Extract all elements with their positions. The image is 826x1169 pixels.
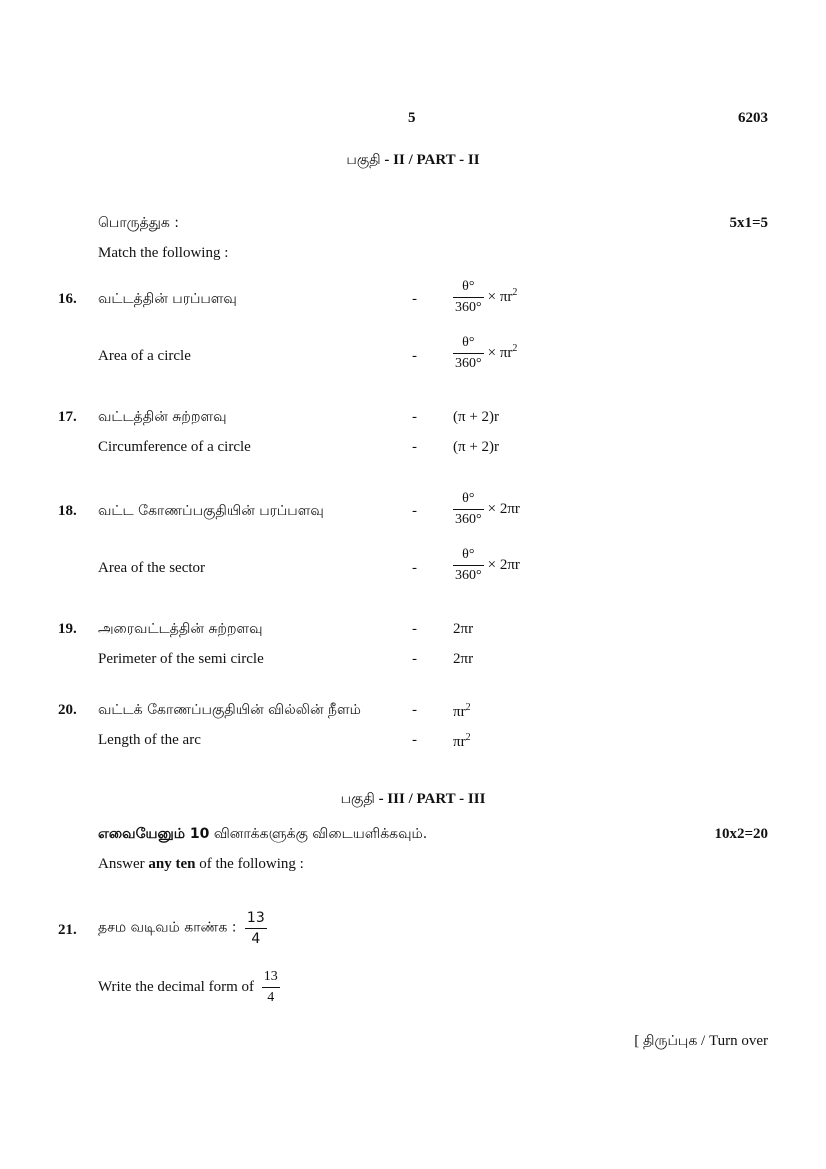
part-3-instruction-en: Answer any ten of the following : [98, 856, 304, 872]
fraction: $\frac{13}{4}$ [246, 910, 265, 948]
question-number: 17. [58, 409, 77, 425]
question-number: 16. [58, 291, 77, 307]
match-dash: - [412, 732, 417, 748]
match-dash: - [412, 291, 417, 307]
question-text-en: Area of a circle [98, 348, 191, 364]
question-text-ta: வட்டத்தின் சுற்றளவு [98, 409, 227, 425]
question-number: 20. [58, 702, 77, 718]
question-text-en: Write the decimal form of $\frac{13}{4}$ [98, 969, 278, 1006]
part-2-instruction-en: Match the following : [98, 245, 229, 261]
question-number: 21. [58, 922, 77, 938]
paper-code: 6203 [738, 110, 768, 126]
fraction: $\frac{\theta^\circ}{360^\circ}$ [455, 335, 482, 372]
formula-arc-length: $\frac{\theta^\circ}{360^\circ}$ × 2πr [455, 547, 520, 584]
fraction: $\frac{\theta^\circ}{360^\circ}$ [455, 491, 482, 528]
formula-sector-area: $\frac{\theta^\circ}{360^\circ}$ × $\pi r^2$ [455, 279, 518, 316]
formula-circle-area: $\pi r^2$ [453, 732, 471, 750]
match-dash: - [412, 439, 417, 455]
part-2-heading-ta: பகுதி [346, 152, 381, 168]
question-text-en: Perimeter of the semi circle [98, 651, 264, 667]
question-text-en: Circumference of a circle [98, 439, 251, 455]
match-dash: - [412, 348, 417, 364]
part-3-instruction-ta: எவையேனும் 10 வினாக்களுக்கு விடையளிக்கவும். [98, 826, 428, 842]
part-2-instruction-ta: பொருத்துக : [98, 215, 179, 231]
question-text-en: Area of the sector [98, 560, 206, 576]
match-dash: - [412, 651, 417, 667]
question-text-ta: வட்ட கோணப்பகுதியின் பரப்பளவு [98, 503, 324, 519]
question-text-ta: தசம வடிவம் காண்க : $\frac{13}{4}$ [98, 910, 265, 948]
formula-arc-length: $\frac{\theta^\circ}{360^\circ}$ × 2πr [455, 491, 520, 528]
part-2-heading [0, 152, 826, 170]
formula: 2πr [453, 621, 474, 637]
match-dash: - [412, 702, 417, 718]
formula: (π + 2)r [453, 409, 500, 425]
formula-sector-area: $\frac{\theta^\circ}{360^\circ}$ × $\pi r^2$ [455, 335, 518, 372]
fraction: $\frac{\theta^\circ}{360^\circ}$ [455, 547, 482, 584]
match-dash: - [412, 621, 417, 637]
part-3-heading [0, 791, 826, 809]
page-number: 5 [408, 110, 416, 126]
question-number: 19. [58, 621, 77, 637]
formula-circle-area: $\pi r^2$ [453, 702, 471, 720]
part-2-heading-en: - II / PART - II [380, 152, 480, 168]
part-2-marks: 5x1=5 [729, 215, 768, 231]
turn-over-note: [ திருப்புக / Turn over [634, 1033, 768, 1049]
question-text-ta: வட்டத்தின் பரப்பளவு [98, 291, 237, 307]
fraction: $\frac{13}{4}$ [263, 969, 278, 1006]
question-text-ta: அரைவட்டத்தின் சுற்றளவு [98, 621, 263, 637]
part-3-heading-ta: பகுதி [340, 791, 375, 807]
question-text-en: Length of the arc [98, 732, 201, 748]
question-number: 18. [58, 503, 77, 519]
part-3-marks: 10x2=20 [714, 826, 768, 842]
part-3-heading-en: - III / PART - III [374, 791, 486, 807]
question-text-ta: வட்டக் கோணப்பகுதியின் வில்லின் நீளம் [98, 702, 361, 718]
match-dash: - [412, 560, 417, 576]
match-dash: - [412, 409, 417, 425]
fraction: $\frac{\theta^\circ}{360^\circ}$ [455, 279, 482, 316]
match-dash: - [412, 503, 417, 519]
formula: 2πr [453, 651, 474, 667]
formula: (π + 2)r [453, 439, 500, 455]
